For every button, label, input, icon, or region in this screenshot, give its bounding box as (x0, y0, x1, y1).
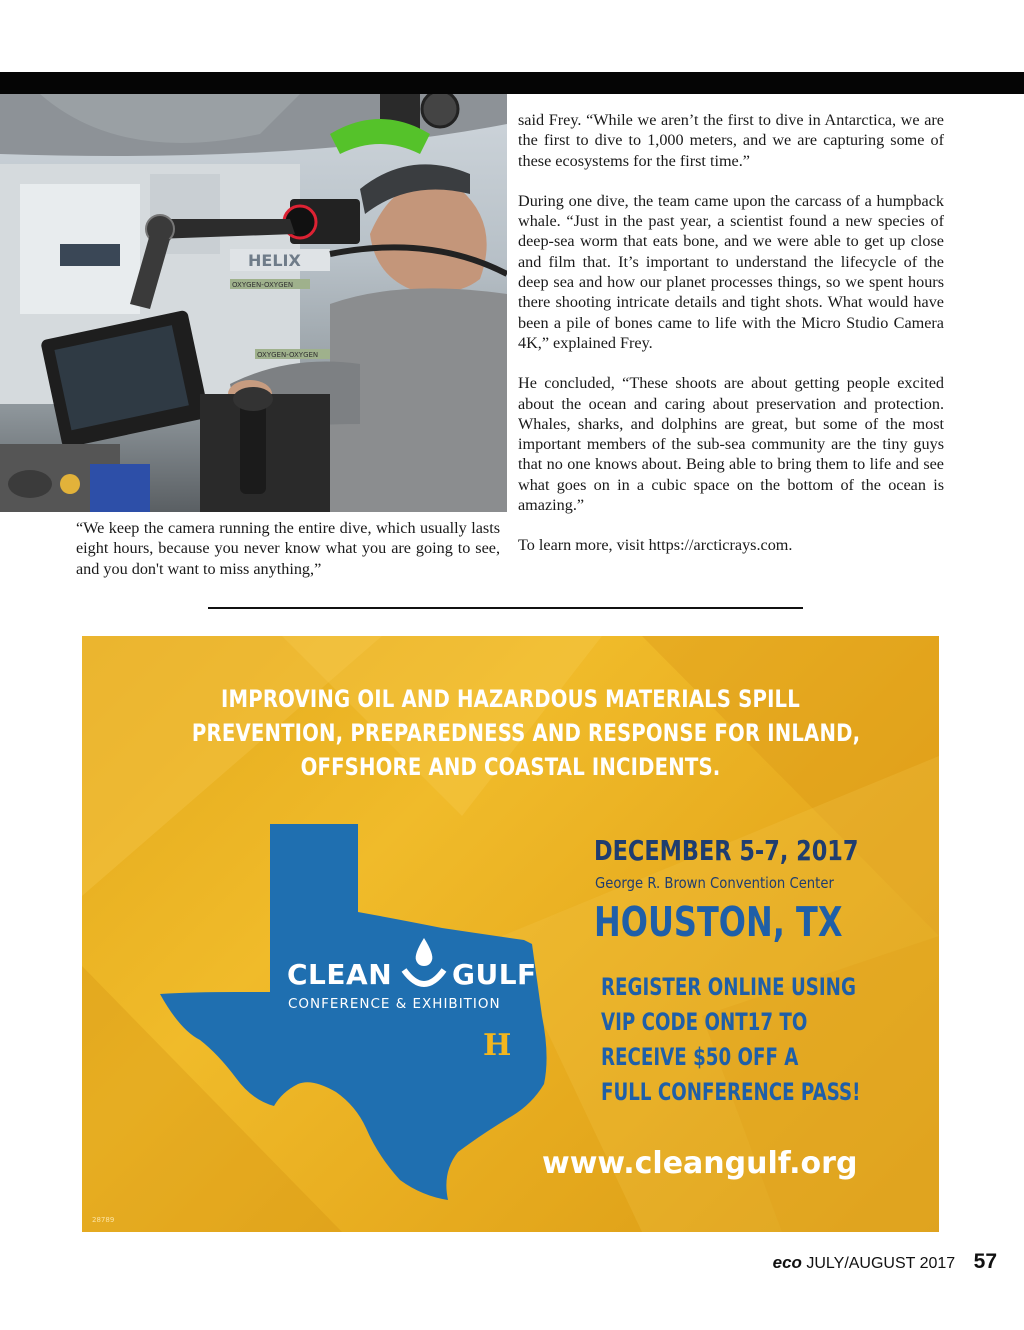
oxygen-label-1: OXYGEN-OXYGEN (232, 281, 294, 289)
register-line-1: REGISTER ONLINE USING (601, 973, 856, 1001)
ad-headline-line-2: PREVENTION, PREPAREDNESS AND RESPONSE FOR INLAND, (191, 719, 861, 747)
event-venue: George R. Brown Convention Center (595, 874, 834, 892)
article-paragraph-2: During one dive, the team came upon the carcass of a humpback whale. “Just in the past year, a scientist found a new species of deep-sea worm that eats bone, and we were able to get up close and film that. It’s important to understand the lifecycle of the deep sea and how our planet processes things, so we spent hours there shooting intricate details and tight shots. What would have been a pile of bones came to life with the Micro Studio Camera 4K,” explained Frey. (518, 191, 944, 352)
top-black-bar (0, 72, 1024, 94)
submersible-cockpit-illustration (0, 94, 507, 512)
article-paragraph-4: To learn more, visit https://arcticrays.com. (518, 536, 793, 555)
ad-code: 28789 (92, 1216, 115, 1224)
register-line-2: VIP CODE ONT17 TO (601, 1008, 808, 1036)
article-paragraph-3: He concluded, “These shoots are about getting people excited about the ocean and caring about preservation and protection. Whales, sharks, and dolphins are great, but some of the most important members of the sub-sea community are the tiny guys that no one knows about. Being able to bring them to life and see what goes on in a cubic space on the bottom of the ocean is amazing.” (518, 374, 944, 515)
register-line-4: FULL CONFERENCE PASS! (601, 1078, 861, 1106)
houston-marker-icon: H (483, 1028, 512, 1063)
helix-label: HELIX (248, 251, 301, 270)
ad-headline-line-3: OFFSHORE AND COASTAL INCIDENTS. (300, 753, 721, 781)
caption-text: “We keep the camera running the entire dive, which usually lasts eight hours, because you never know what you are going to see, and you don't want to miss anything,” (76, 519, 500, 578)
logo-subtitle: CONFERENCE & EXHIBITION (288, 996, 501, 1012)
register-offer (601, 970, 860, 1110)
issue-date: JULY/AUGUST 2017 (806, 1255, 956, 1272)
clean-gulf-advertisement[interactable] (82, 636, 939, 1232)
logo-clean: CLEAN (287, 958, 393, 991)
ad-headline (191, 682, 861, 784)
logo-gulf: GULF (452, 958, 537, 991)
register-line-3: RECEIVE $50 OFF A (601, 1043, 799, 1071)
ad-headline-line-1: IMPROVING OIL AND HAZARDOUS MATERIALS SPILL (221, 685, 800, 713)
article-photo (0, 94, 507, 512)
article-column (518, 110, 944, 576)
magazine-name: eco (772, 1253, 802, 1272)
water-drop-logo-icon (398, 936, 450, 998)
photo-caption (76, 518, 500, 599)
section-divider (208, 607, 803, 609)
oxygen-label-2: OXYGEN-OXYGEN (257, 351, 319, 359)
page-footer (773, 1250, 997, 1274)
event-city: HOUSTON, TX (594, 898, 843, 946)
article-paragraph-1: said Frey. “While we aren’t the first to dive in Antarctica, we are the first to dive to 1,000 meters, and we are capturing some of these ecosystems for the first time.” (518, 111, 944, 170)
page-number: 57 (973, 1250, 997, 1273)
event-dates: DECEMBER 5-7, 2017 (594, 834, 859, 867)
ad-website-link[interactable]: www.cleangulf.org (542, 1146, 858, 1181)
